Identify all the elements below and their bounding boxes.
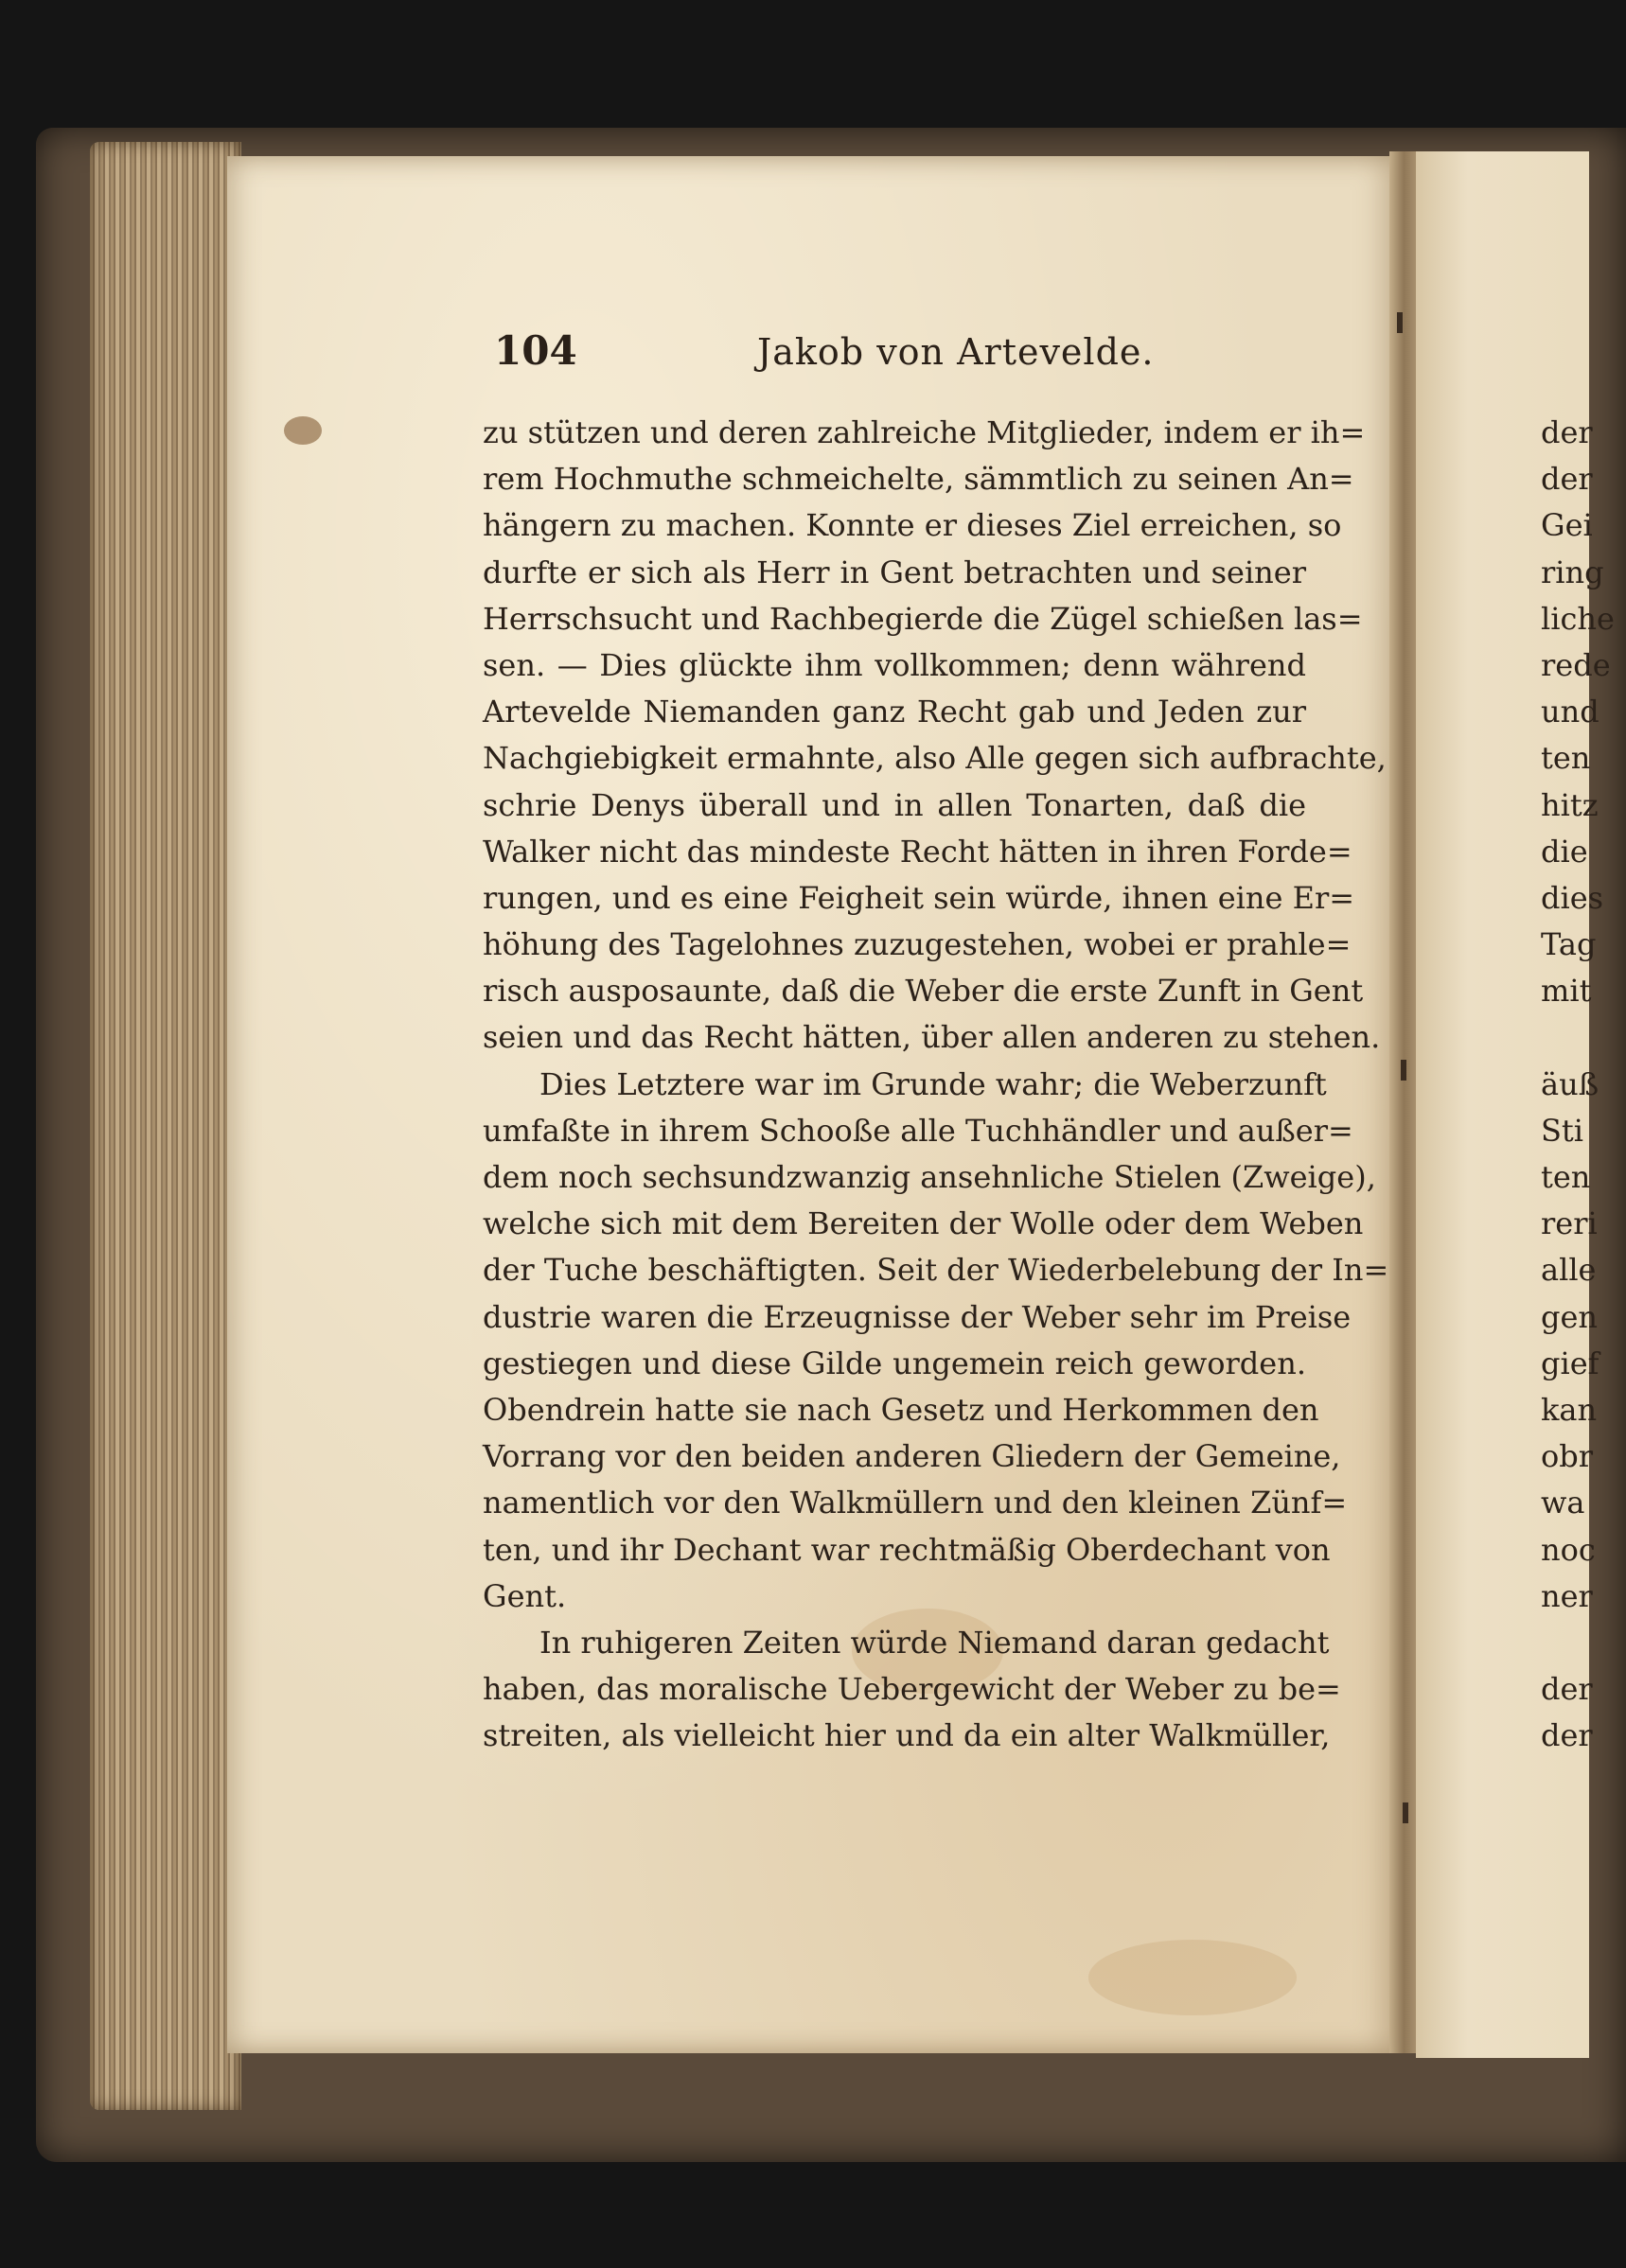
text-line: Herrschsucht und Rachbegierde die Zügel schießen las= — [483, 600, 1363, 637]
text-line: rem Hochmuthe schmeichelte, sämmtlich zu seinen An= — [483, 461, 1354, 498]
fragment-line: obr — [1541, 1438, 1594, 1475]
fragment-line: rede — [1541, 646, 1611, 683]
fragment-line: die — [1541, 833, 1588, 870]
fragment-line: der — [1541, 1671, 1593, 1708]
fragment-line: Sti — [1541, 1112, 1584, 1149]
fragment-line: wa — [1541, 1485, 1585, 1521]
text-line: streiten, als vielleicht hier und da ein alter Walkmüller, — [483, 1717, 1331, 1754]
fragment-line: noc — [1541, 1531, 1596, 1568]
running-title: Jakob von Artevelde. — [757, 331, 1155, 373]
fragment-line: mit — [1541, 973, 1592, 1010]
fragment-line: der — [1541, 414, 1593, 450]
text-line: höhung des Tagelohnes zuzugestehen, wobei er prahle= — [483, 926, 1352, 963]
text-line: In ruhigeren Zeiten würde Niemand daran gedacht — [539, 1624, 1330, 1661]
fragment-line: ner — [1541, 1577, 1593, 1614]
text-line: durfte er sich als Herr in Gent betrachten und seiner — [483, 554, 1306, 590]
fragment-line — [1541, 1620, 1598, 1666]
text-line: sen. — Dies glückte ihm vollkommen; denn während — [483, 646, 1306, 683]
fragment-line: kan — [1541, 1391, 1598, 1428]
fragment-line: gief — [1541, 1345, 1599, 1381]
text-line: Walker nicht das mindeste Recht hätten in ihren Forde= — [483, 833, 1352, 870]
text-line: schrie Denys überall und in allen Tonarten, daß die — [483, 786, 1306, 823]
text-line: haben, das moralische Uebergewicht der Weber zu be= — [483, 1671, 1341, 1708]
fragment-line: und — [1541, 694, 1599, 730]
fragment-line: äuß — [1541, 1065, 1599, 1102]
right-page-text — [1541, 410, 1615, 1759]
margin-mark — [1403, 1802, 1408, 1823]
text-line: welche sich mit dem Bereiten der Wolle oder dem Weben — [483, 1205, 1364, 1242]
fragment-line: der — [1541, 1717, 1593, 1754]
text-line: Vorrang vor den beiden anderen Gliedern der Gemeine, — [483, 1438, 1341, 1475]
fragment-line: ring — [1541, 554, 1604, 590]
fragment-line: dies — [1541, 879, 1604, 916]
text-line: seien und das Recht hätten, über allen anderen zu stehen. — [483, 1019, 1381, 1056]
text-line: ten, und ihr Dechant war rechtmäßig Oberdechant von — [483, 1531, 1331, 1568]
page-edges — [90, 142, 241, 2110]
text-line: zu stützen und deren zahlreiche Mitglieder, indem er ih= — [483, 414, 1366, 450]
text-line: Nachgiebigkeit ermahnte, also Alle gegen sich aufbrachte, — [483, 740, 1387, 777]
fragment-line: hitz — [1541, 786, 1599, 823]
page-number: 104 — [494, 327, 577, 374]
text-line: risch ausposaunte, daß die Weber die erste Zunft in Gent — [483, 973, 1364, 1010]
margin-mark — [1397, 312, 1403, 333]
main-text — [483, 410, 1389, 1759]
text-line: dustrie waren die Erzeugnisse der Weber sehr im Preise — [483, 1298, 1352, 1335]
fragment-line: der — [1541, 461, 1593, 498]
fragment-line: Tag — [1541, 926, 1597, 963]
text-line: hängern zu machen. Konnte er dieses Ziel erreichen, so — [483, 507, 1342, 544]
text-line: Artevelde Niemanden ganz Recht gab und Jeden zur — [483, 694, 1306, 730]
fragment-line: ten — [1541, 740, 1591, 777]
fragment-line — [1541, 1014, 1598, 1061]
text-line: Dies Letztere war im Grunde wahr; die Weberzunft — [539, 1065, 1327, 1102]
stain — [284, 416, 322, 445]
fragment-line: Gei — [1541, 507, 1593, 544]
text-line: der Tuche beschäftigten. Seit der Wiederbelebung der In= — [483, 1252, 1389, 1289]
text-line: umfaßte in ihrem Schooße alle Tuchhändler und außer= — [483, 1112, 1353, 1149]
text-line: Gent. — [483, 1577, 567, 1614]
stain — [1088, 1940, 1297, 2015]
text-line: namentlich vor den Walkmüllern und den kleinen Zünf= — [483, 1485, 1348, 1521]
fragment-line: ten — [1541, 1159, 1591, 1195]
fragment-line: alle — [1541, 1252, 1597, 1289]
fragment-line: liche — [1541, 600, 1615, 637]
text-line: rungen, und es eine Feigheit sein würde, ihnen eine Er= — [483, 879, 1355, 916]
text-line: Obendrein hatte sie nach Gesetz und Herkommen den — [483, 1391, 1319, 1428]
text-line: dem noch sechsundzwanzig ansehnliche Stielen (Zweige), — [483, 1159, 1376, 1195]
fragment-line: gen — [1541, 1298, 1599, 1335]
fragment-line: reri — [1541, 1205, 1598, 1242]
margin-mark — [1401, 1060, 1406, 1081]
text-line: gestiegen und diese Gilde ungemein reich geworden. — [483, 1345, 1306, 1381]
